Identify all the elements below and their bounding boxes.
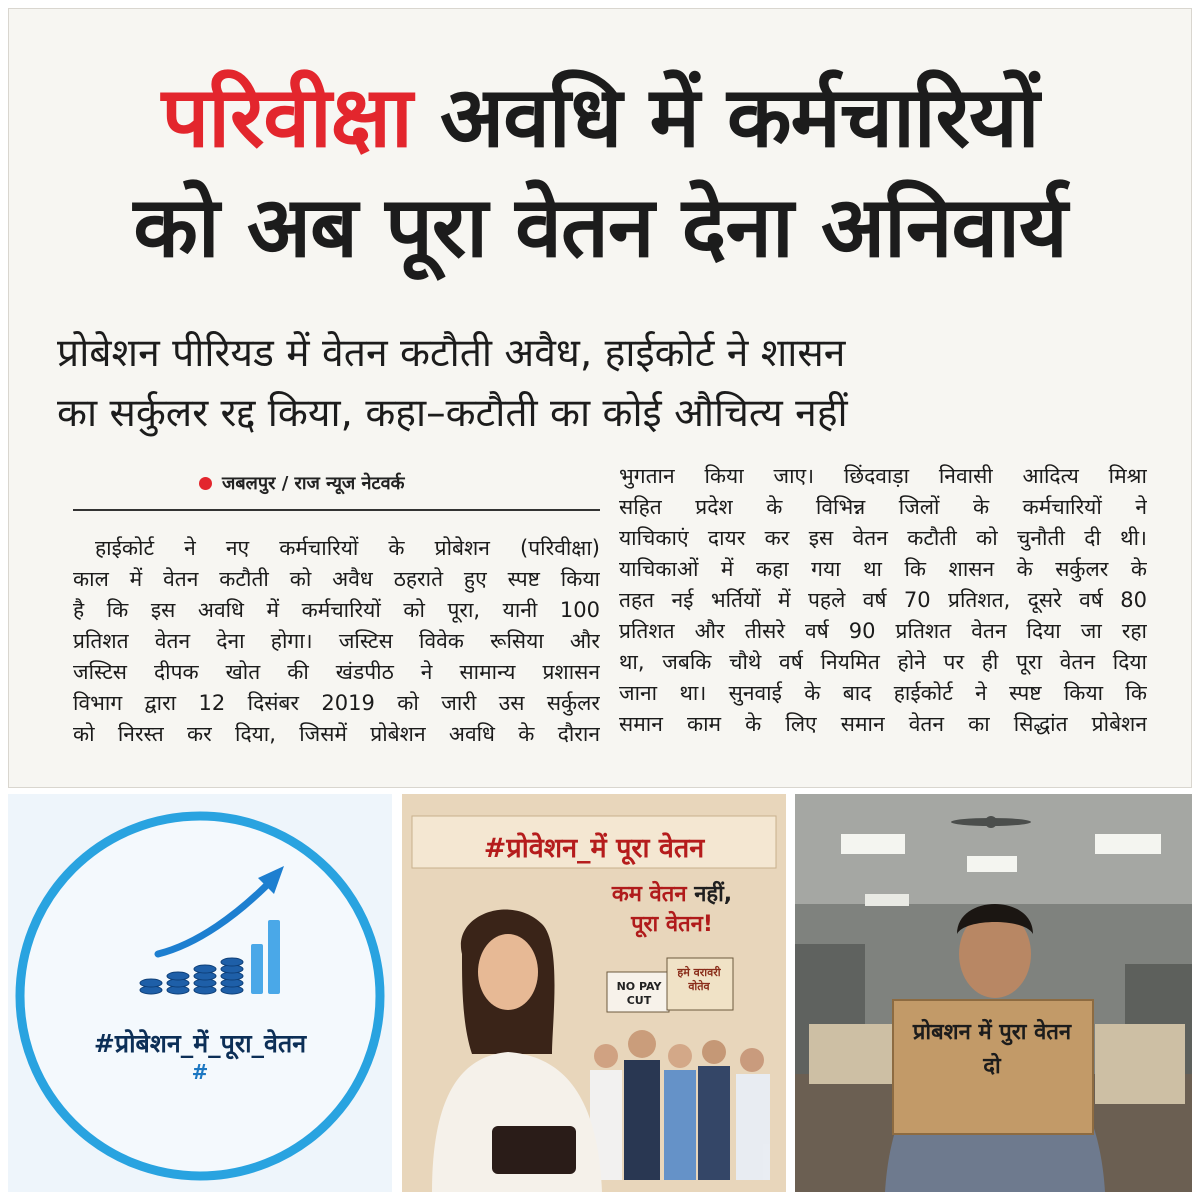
article-line: सहित प्रदेश के विभिन्न जिलों के कर्मचारियों ने [619,495,1147,519]
article-line: तहत नई भर्तियों में पहले वर्ष 70 प्रतिशत, दूसरे वर्ष 80 [619,588,1147,612]
logo-graphic [8,794,392,1192]
article-line: है कि इस अवधि में कर्मचारियों को पूरा, यानी 100 [73,598,600,622]
article-line: समान काम के लिए समान वेतन का सिद्धांत प्रोबेशन [619,712,1147,736]
article-line: विभाग द्वारा 12 दिसंबर 2019 को जारी उस सर्कुलर [73,691,600,715]
ceiling-light [865,894,909,906]
slogan-red: कम वेतन [611,882,687,907]
headline-rest: अवधि में कर्मचारियों [411,68,1039,166]
poster-panel [402,794,786,1192]
slogan-dark: नहीं, [686,882,733,907]
article-line: हाईकोर्ट ने नए कर्मचारियों के प्रोबेशन (परिवीक्षा) [95,536,600,560]
office-illustration [795,794,1192,1192]
article-line: को निरस्त कर दिया, जिसमें प्रोबेशन अवधि के दौरान [73,722,600,746]
article-line: प्रतिशत वेतन देना होगा। जस्टिस विवेक रूसिया और [73,629,600,653]
dateline-text: जबलपुर / राज न्यूज नेटवर्क [222,473,405,494]
slogan-line-2: पूरा वेतन! [631,912,713,937]
ceiling-light [967,856,1017,872]
divider [73,509,600,511]
subheadline-line-1: प्रोबेशन पीरियड में वेतन कटौती अवैध, हाईकोर्ट ने शासन [57,331,846,376]
hashtag-logo-panel [8,794,392,1192]
poster-slogan [572,880,772,940]
subheadline-line-2: का सर्कुलर रद्द किया, कहा–कटौती का कोई औचित्य नहीं [57,391,848,436]
article-line: था, जबकि चौथे वर्ष नियमित होने पर ही पूरा वेतन दिया [619,650,1147,674]
logo-hashtag: #प्रोबेशन_में_पूरा_वेतन [93,1029,307,1058]
article-line: भुगतान किया जाए। छिंदवाड़ा निवासी आदित्य मिश्रा [619,464,1147,488]
article-line: याचिकाओं में कहा गया था कि शासन के सर्कुलर के [619,557,1147,581]
crowd-figure [590,1030,770,1180]
article-column-left [73,533,600,750]
protest-sign-text: प्रोबशन में पुरा वेतन दो [912,1020,1072,1079]
dateline [199,471,404,495]
logo-hash-mark: # [191,1060,209,1084]
article-line: काल में वेतन कटौती को अवैध ठहराते हुए स्पष्ट किया [73,567,600,591]
article-line: प्रतिशत और तीसरे वर्ष 90 प्रतिशत वेतन दिया जा रहा [619,619,1147,643]
headline-highlight: परिवीक्षा [161,68,412,166]
equality-sign: हमे वरावरी वोतेव [677,966,721,993]
article-line: जस्टिस दीपक खोत की खंडपीठ ने सामान्य प्रशासन [73,660,600,684]
newspaper-clipping [8,8,1192,788]
poster-banner: #प्रोवेशन_में पूरा वेतन [483,833,705,864]
protest-photo-panel [795,794,1192,1192]
wallet-icon [492,1126,576,1174]
no-pay-cut-sign: NO PAY CUT [616,980,662,1007]
article-column-right [619,461,1147,740]
article-line: याचिकाएं दायर कर इस वेतन कटौती को चुनौती दी थी। [619,526,1147,550]
red-bullet-icon [199,477,212,490]
ceiling-light [1095,834,1161,854]
headline-line-2: को अब पूरा वेतन देना अनिवार्य [133,178,1067,276]
headline-line-1 [9,67,1191,167]
article-line: जाना था। सुनवाई के बाद हाईकोर्ट ने स्पष्ट किया कि [619,681,1147,705]
ceiling-light [841,834,905,854]
